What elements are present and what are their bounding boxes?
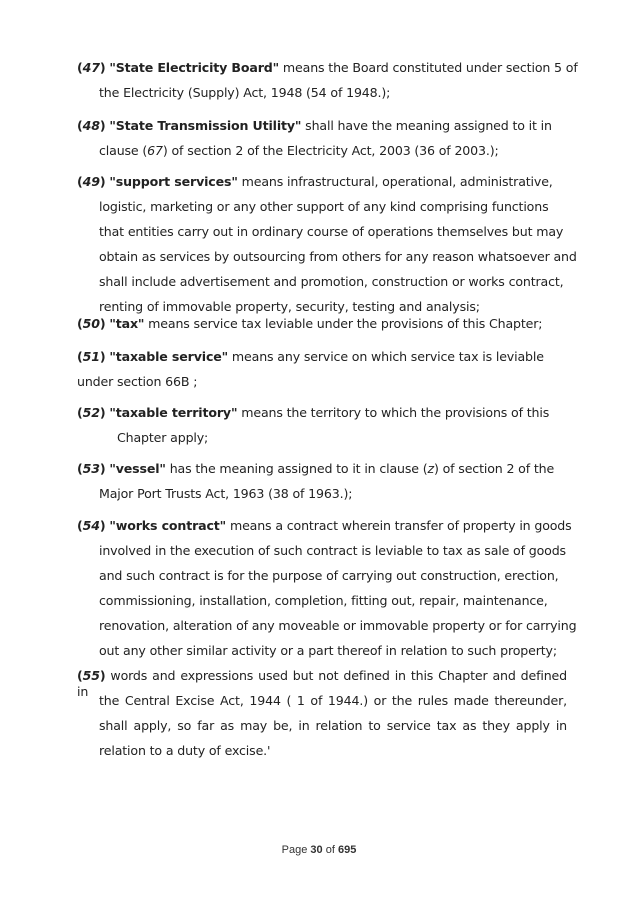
definition-55 [77,668,567,768]
clause-number: (49) [77,174,106,189]
page-label: Page [281,844,308,856]
definition-50 [77,316,567,341]
clause-number: (51) [77,349,106,364]
definition-text: that entities carry out in ordinary course of operations themselves but may [99,224,564,239]
definition-text: shall have the meaning assigned to it in [301,118,552,133]
definition-52 [77,405,567,455]
definition-text: obtain as services by outsourcing from others for any reason whatsoever and [99,249,577,264]
definition-text: means infrastructural, operational, administrative, [237,174,553,189]
total-pages: 695 [337,844,357,856]
clause-number: (54) [77,518,106,533]
page-footer [0,844,638,856]
definition-text: and such contract is for the purpose of carrying out construction, erection, [99,568,559,583]
of-label: of [325,844,335,856]
definition-54 [77,518,577,668]
definition-51 [77,349,567,399]
definition-text: has the meaning assigned to it in clause (z) of section 2 of the [165,461,555,476]
definition-text: under section 66B ; [77,374,198,389]
definition-text: means service tax leviable under the provisions of this Chapter; [144,316,543,331]
definition-49 [77,174,577,324]
definition-text: the Electricity (Supply) Act, 1948 (54 of 1948.); [99,85,391,100]
clause-number: (48) [77,118,106,133]
defined-term: "works contract" [109,518,227,533]
defined-term: "taxable service" [109,349,229,364]
definition-text: commissioning, installation, completion, fitting out, repair, maintenance, [99,593,548,608]
definition-text: means a contract wherein transfer of property in goods [226,518,572,533]
page-number: 30 [310,844,323,856]
definition-text: the Central Excise Act, 1944 ( 1 of 1944.) or the rules made thereunder, [99,693,567,708]
definition-text: renting of immovable property, security, testing and analysis; [99,299,480,314]
definition-text: means the territory to which the provisions of this [237,405,550,420]
defined-term: "taxable territory" [109,405,238,420]
definition-48 [77,118,567,168]
definition-text: renovation, alteration of any moveable or immovable property or for carrying [99,618,577,633]
definition-text: relation to a duty of excise.' [99,743,271,758]
clause-number: (52) [77,405,106,420]
definition-text: words and expressions used but not defined in this Chapter and defined in [77,668,567,699]
definition-text: shall include advertisement and promotion, construction or works contract, [99,274,564,289]
definition-text: Major Port Trusts Act, 1963 (38 of 1963.); [99,486,353,501]
definition-text: means the Board constituted under section 5 of [279,60,578,75]
definition-text: Chapter apply; [117,430,209,445]
defined-term: "support services" [109,174,238,189]
definition-text: shall apply, so far as may be, in relation to service tax as they apply in [99,718,567,733]
definition-text: involved in the execution of such contract is leviable to tax as sale of goods [99,543,566,558]
definition-47 [77,60,578,110]
clause-number: (53) [77,461,106,476]
definition-text: out any other similar activity or a part thereof in relation to such property; [99,643,557,658]
defined-term: "vessel" [109,461,166,476]
definition-text: logistic, marketing or any other support of any kind comprising functions [99,199,549,214]
clause-number: (47) [77,60,106,75]
defined-term: "State Electricity Board" [109,60,280,75]
clause-number: (55) [77,668,106,683]
defined-term: "State Transmission Utility" [109,118,302,133]
clause-number: (50) [77,316,106,331]
definition-text: means any service on which service tax is leviable [228,349,544,364]
defined-term: "tax" [109,316,145,331]
definition-53 [77,461,567,511]
definition-text: clause (67) of section 2 of the Electricity Act, 2003 (36 of 2003.); [99,143,499,158]
